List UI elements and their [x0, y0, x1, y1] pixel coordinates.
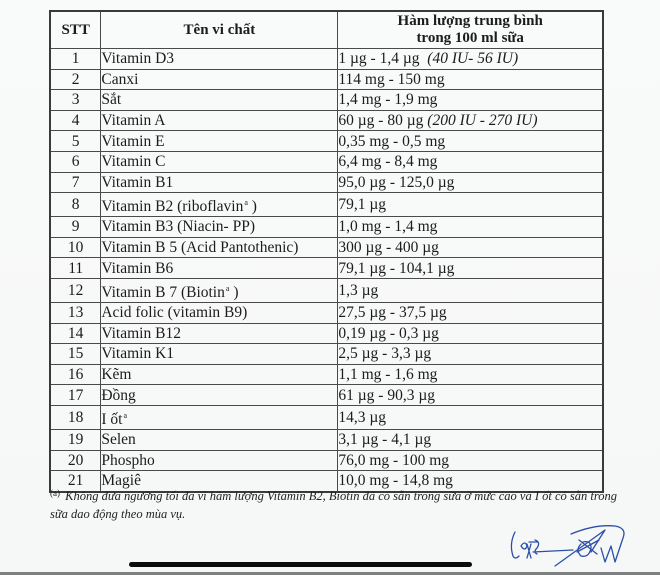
- row-index: 10: [50, 237, 101, 258]
- row-index: 2: [50, 69, 101, 90]
- amount-range: 1 µg - 1,4 µg: [338, 50, 428, 68]
- nutrient-cell: [101, 151, 338, 172]
- nutrient-name: Vitamin B1: [101, 173, 174, 191]
- footnote-mark: (a): [50, 488, 60, 498]
- amount-range: 14,3 µg: [338, 408, 387, 426]
- amount-cell: [338, 258, 603, 279]
- amount-cell: [338, 385, 603, 406]
- table-header-row: [50, 11, 603, 49]
- row-index: 4: [50, 110, 101, 131]
- table-row: [50, 151, 603, 172]
- table-row: [50, 172, 603, 193]
- nutrient-cell: [101, 110, 338, 131]
- amount-range: 6,4 mg - 8,4 mg: [338, 153, 438, 171]
- amount-cell: [338, 193, 603, 217]
- row-index: 16: [50, 364, 101, 385]
- row-index: 3: [50, 90, 101, 111]
- row-index: 8: [50, 193, 101, 217]
- table-row: [50, 258, 603, 279]
- amount-range: 1,0 mg - 1,4 mg: [338, 218, 438, 236]
- amount-range: 76,0 mg - 100 mg: [338, 451, 450, 469]
- amount-range: 3,1 µg - 4,1 µg: [338, 431, 432, 449]
- amount-cell: [338, 344, 603, 365]
- amount-cell: [338, 405, 603, 429]
- nutrient-name: Magiê: [101, 472, 141, 490]
- row-index: 1: [50, 49, 101, 70]
- nutrient-name: I ốt: [101, 410, 123, 428]
- amount-range: 1,3 µg: [338, 281, 379, 299]
- row-index: 14: [50, 323, 101, 344]
- amount-iu-note: (200 IU - 270 IU): [427, 112, 538, 130]
- amount-range: 79,1 µg: [338, 196, 387, 214]
- amount-cell: [338, 49, 603, 70]
- nutrient-name: Vitamin B6: [101, 259, 174, 277]
- nutrient-name: Vitamin D3: [101, 50, 175, 68]
- header-stt: STT: [50, 11, 101, 49]
- nutrient-table: [49, 10, 604, 493]
- amount-cell: [338, 217, 603, 238]
- table-row: [50, 278, 603, 302]
- amount-cell: [338, 172, 603, 193]
- signature-image: [505, 522, 635, 572]
- table-row: [50, 131, 603, 152]
- nutrient-name: Vitamin B12: [101, 324, 181, 342]
- amount-cell: [338, 90, 603, 111]
- amount-cell: [338, 278, 603, 302]
- table-row: [50, 110, 603, 131]
- table-row: [50, 49, 603, 70]
- amount-range: 79,1 µg - 104,1 µg: [338, 259, 455, 277]
- nutrient-cell: [101, 278, 338, 302]
- row-index: 21: [50, 471, 101, 492]
- amount-cell: [338, 364, 603, 385]
- table-row: [50, 302, 603, 323]
- table-row: [50, 429, 603, 450]
- amount-iu-note: (40 IU- 56 IU): [427, 50, 519, 68]
- table-row: [50, 450, 603, 471]
- table-row: [50, 69, 603, 90]
- nutrient-name: Acid folic (vitamin B9): [101, 304, 248, 322]
- table-row: [50, 237, 603, 258]
- nutrient-name-suffix: ): [229, 283, 239, 301]
- row-index: 17: [50, 385, 101, 406]
- amount-range: 60 µg - 80 µg: [338, 112, 428, 130]
- nutrient-cell: [101, 131, 338, 152]
- amount-cell: [338, 429, 603, 450]
- row-index: 7: [50, 172, 101, 193]
- amount-range: 27,5 µg - 37,5 µg: [338, 304, 447, 322]
- row-index: 11: [50, 258, 101, 279]
- nutrient-cell: [101, 258, 338, 279]
- amount-range: 114 mg - 150 mg: [338, 70, 445, 88]
- header-value-line2: trong 100 ml sữa: [416, 30, 524, 46]
- footnote-ref: a: [244, 198, 248, 208]
- nutrient-cell: [101, 217, 338, 238]
- header-value-line1: Hàm lượng trung bình: [397, 13, 543, 29]
- amount-range: 1,1 mg - 1,6 mg: [338, 366, 438, 384]
- nutrient-name: Đồng: [101, 386, 136, 404]
- nutrient-cell: [101, 429, 338, 450]
- row-index: 13: [50, 302, 101, 323]
- nutrient-name: Vitamin B 7 (Biotin: [101, 283, 225, 301]
- nutrient-name: Canxi: [101, 70, 139, 88]
- nutrient-cell: [101, 450, 338, 471]
- amount-range: 10,0 mg - 14,8 mg: [338, 472, 453, 490]
- nutrient-cell: [101, 385, 338, 406]
- nutrient-name: Vitamin E: [101, 132, 165, 150]
- amount-cell: [338, 151, 603, 172]
- row-index: 6: [50, 151, 101, 172]
- nutrient-cell: [101, 90, 338, 111]
- nutrient-name: Phospho: [101, 451, 155, 469]
- nutrient-name: Vitamin C: [101, 153, 166, 171]
- table-row: [50, 385, 603, 406]
- nutrient-cell: [101, 405, 338, 429]
- table-row: [50, 90, 603, 111]
- nutrient-name: Vitamin B2 (riboflavin: [101, 198, 244, 216]
- footnote-ref: a: [225, 283, 230, 293]
- row-index: 18: [50, 405, 101, 429]
- amount-cell: [338, 131, 603, 152]
- amount-range: 1,4 mg - 1,9 mg: [338, 91, 438, 109]
- amount-cell: [338, 323, 603, 344]
- amount-cell: [338, 450, 603, 471]
- nutrient-name: Kẽm: [101, 366, 132, 384]
- amount-range: 61 µg - 90,3 µg: [338, 386, 436, 404]
- amount-cell: [338, 237, 603, 258]
- table-row: [50, 217, 603, 238]
- amount-range: 2,5 µg - 3,3 µg: [338, 345, 432, 363]
- nutrient-cell: [101, 302, 338, 323]
- amount-cell: [338, 302, 603, 323]
- nutrient-name: Selen: [101, 431, 136, 449]
- row-index: 19: [50, 429, 101, 450]
- amount-cell: [338, 69, 603, 90]
- amount-range: 0,19 µg - 0,3 µg: [338, 324, 439, 342]
- nutrient-cell: [101, 49, 338, 70]
- nutrient-cell: [101, 172, 338, 193]
- table-row: [50, 364, 603, 385]
- row-index: 5: [50, 131, 101, 152]
- table-row: [50, 193, 603, 217]
- nutrient-cell: [101, 193, 338, 217]
- row-index: 12: [50, 278, 101, 302]
- nutrient-cell: [101, 364, 338, 385]
- nutrient-name: Vitamin K1: [101, 345, 175, 363]
- header-value: [338, 11, 603, 49]
- footnote-ref: a: [123, 410, 128, 420]
- home-indicator-bar[interactable]: [129, 562, 472, 567]
- amount-range: 0,35 mg - 0,5 mg: [338, 132, 446, 150]
- nutrient-cell: [101, 237, 338, 258]
- nutrient-name: Vitamin A: [101, 112, 166, 130]
- nutrient-name: Sắt: [101, 91, 122, 109]
- table-row: [50, 344, 603, 365]
- row-index: 20: [50, 450, 101, 471]
- table-row: [50, 323, 603, 344]
- footnote: [50, 484, 620, 523]
- amount-range: 95,0 µg - 125,0 µg: [338, 173, 455, 191]
- nutrient-cell: [101, 69, 338, 90]
- footnote-text: Không đưa ngưỡng tối đa vì hàm lượng Vitamin B2, Biotin đã có sẵn trong sữa ở mức cao và I ốt có sẵn trong sữa dao động theo mùa vụ.: [50, 489, 617, 521]
- table-row: [50, 405, 603, 429]
- amount-range: 300 µg - 400 µg: [338, 239, 439, 257]
- nutrient-cell: [101, 323, 338, 344]
- nutrient-cell: [101, 344, 338, 365]
- nutrient-name-suffix: ): [247, 198, 257, 216]
- nutrient-name: Vitamin B 5 (Acid Pantothenic): [101, 239, 299, 257]
- header-name: Tên vi chất: [101, 11, 338, 49]
- nutrient-name: Vitamin B3 (Niacin- PP): [101, 218, 255, 236]
- row-index: 15: [50, 344, 101, 365]
- amount-cell: [338, 110, 603, 131]
- row-index: 9: [50, 217, 101, 238]
